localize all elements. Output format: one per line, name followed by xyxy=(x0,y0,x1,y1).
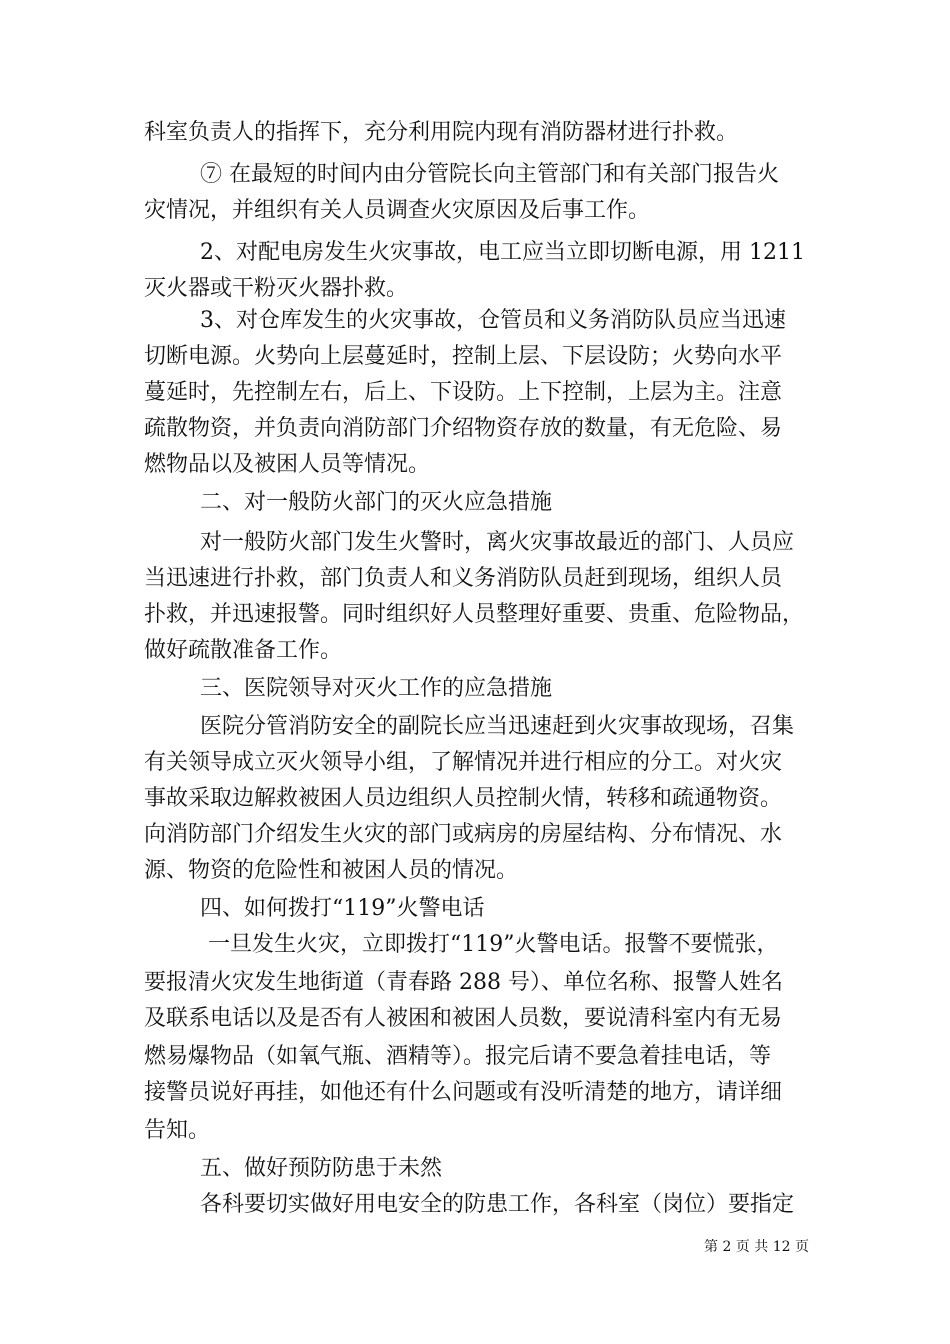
page-number: 第 2 页 共 12 页 xyxy=(704,1239,809,1255)
text-line: 要报清火灾发生地街道（青春路 288 号）、单位名称、报警人姓名 xyxy=(144,970,783,995)
text-line: 及联系电话以及是否有人被困和被困人员数，要说清科室内有无易 xyxy=(144,1006,783,1031)
text-line: 有关领导成立灭火领导小组，了解情况并进行相应的分工。对火灾 xyxy=(144,750,783,775)
text-line: 告知。 xyxy=(144,1118,211,1143)
text-line: 燃易爆物品（如氧气瓶、酒精等）。报完后请不要急着挂电话，等 xyxy=(144,1044,772,1069)
section-heading: 三、医院领导对灭火工作的应急措施 xyxy=(200,676,553,701)
text-line: 灾情况，并组织有关人员调查火灾原因及后事工作。 xyxy=(144,198,651,223)
text-line: 向消防部门介绍发生火灾的部门或病房的房屋结构、分布情况、水 xyxy=(144,822,783,847)
text-line: 3、对仓库发生的火灾事故，仓管员和义务消防队员应当迅速 xyxy=(200,308,786,333)
text-line: 灭火器或干粉灭火器扑救。 xyxy=(144,276,409,301)
text-line: 蔓延时，先控制左右，后上、下设防。上下控制，上层为主。注意 xyxy=(144,380,783,405)
text-line: 医院分管消防安全的副院长应当迅速赶到火灾事故现场，召集 xyxy=(200,714,795,739)
text-line: ⑦ 在最短的时间内由分管院长向主管部门和有关部门报告火 xyxy=(200,162,779,187)
text-line: 源、物资的危险性和被困人员的情况。 xyxy=(144,858,519,883)
text-line: 疏散物资，并负责向消防部门介绍物资存放的数量，有无危险、易 xyxy=(144,416,783,441)
text-line: 做好疏散准备工作。 xyxy=(144,638,343,663)
text-line: 燃物品以及被困人员等情况。 xyxy=(144,452,431,477)
text-line: 一旦发生火灾，立即拨打“119”火警电话。报警不要慌张， xyxy=(208,932,779,957)
text-line: 2、对配电房发生火灾事故，电工应当立即切断电源，用 1211 xyxy=(200,240,805,265)
text-line: 科室负责人的指挥下，充分利用院内现有消防器材进行扑救。 xyxy=(144,120,739,145)
text-line: 事故采取边解救被困人员边组织人员控制火情，转移和疏通物资。 xyxy=(144,786,783,811)
text-line: 对一般防火部门发生火警时，离火灾事故最近的部门、人员应 xyxy=(200,530,795,555)
text-line: 当迅速进行扑救，部门负责人和义务消防队员赶到现场，组织人员 xyxy=(144,566,783,591)
text-line: 扑救，并迅速报警。同时组织好人员整理好重要、贵重、危险物品， xyxy=(144,602,805,627)
text-line: 接警员说好再挂，如他还有什么问题或有没听清楚的地方，请详细 xyxy=(144,1080,783,1105)
section-heading: 四、如何拨打“119”火警电话 xyxy=(200,896,485,921)
text-line: 切断电源。火势向上层蔓延时，控制上层、下层设防；火势向水平 xyxy=(144,344,783,369)
section-heading: 五、做好预防防患于未然 xyxy=(200,1156,443,1181)
text-line: 各科要切实做好用电安全的防患工作，各科室（岗位）要指定 xyxy=(200,1192,795,1217)
section-heading: 二、对一般防火部门的灭火应急措施 xyxy=(200,490,553,515)
